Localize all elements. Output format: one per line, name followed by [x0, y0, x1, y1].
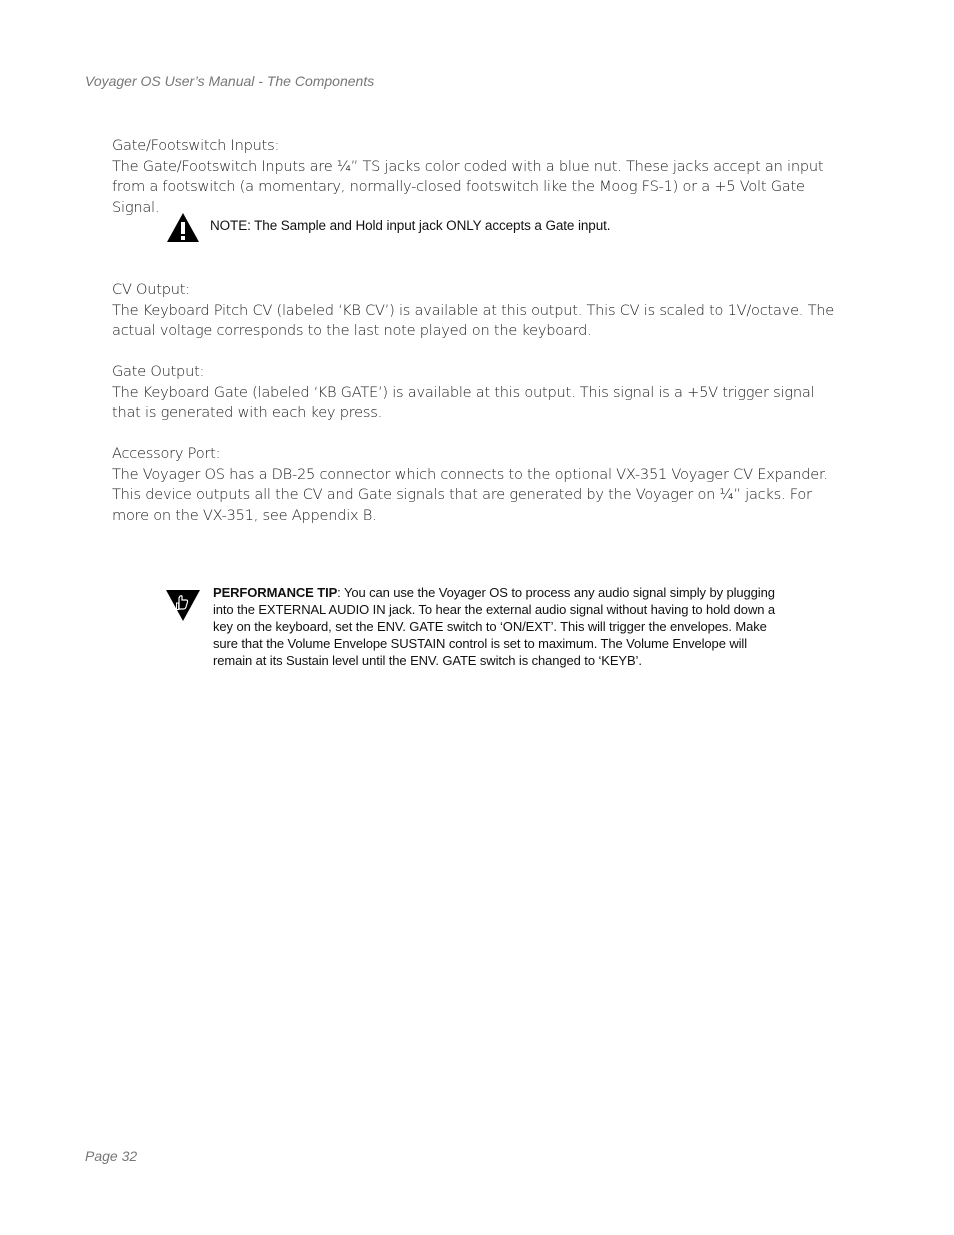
section-heading: Gate Output: — [112, 363, 205, 380]
section-heading: CV Output: — [112, 281, 190, 298]
section-body: The Gate/Footswitch Inputs are ¼” TS jacks color coded with a blue nut. These jacks accept an input from a footswitch (a momentary, normally-closed footswitch like the Moog FS-1) or a +5 Volt Gate Signal. — [112, 157, 824, 216]
note-callout — [166, 210, 766, 244]
warning-icon — [166, 212, 200, 243]
section-body: The Keyboard Pitch CV (labeled ‘KB CV’) is available at this output. This CV is scaled to 1V/octave. The actual voltage corresponds to the last note played on the keyboard. — [112, 301, 834, 340]
section-gate-footswitch-inputs — [112, 136, 837, 218]
running-head: Voyager OS User’s Manual - The Components — [85, 73, 375, 89]
section-body: The Keyboard Gate (labeled ‘KB GATE’) is available at this output. This signal is a +5V trigger signal that is generated with each key press. — [112, 383, 815, 422]
section-cv-output — [112, 280, 837, 342]
section-heading: Gate/Footswitch Inputs: — [112, 137, 280, 154]
section-gate-output — [112, 362, 837, 424]
tip-label: PERFORMANCE TIP — [213, 585, 338, 600]
note-text: NOTE: The Sample and Hold input jack ONLY accepts a Gate input. — [210, 218, 611, 233]
section-body: The Voyager OS has a DB-25 connector which connects to the optional VX-351 Voyager CV Expander. This device outputs all the CV and Gate signals that are generated by the Voyager on ¼” jacks. For more on the VX-351, see Appendix B. — [112, 465, 828, 524]
thumbs-up-icon — [166, 588, 200, 622]
section-accessory-port — [112, 444, 837, 526]
tip-body: : You can use the Voyager OS to process any audio signal simply by plugging into the EXTERNAL AUDIO IN jack. To hear the external audio signal without having to hold down a key on the keyboard, set the ENV. GATE switch to ‘ON/EXT’. This will trigger the envelopes. Make sure that the Volume Envelope SUSTAIN control is set to maximum. The Volume Envelope will remain at its Sustain level until the ENV. GATE switch is changed to ‘KEYB’. — [213, 585, 776, 668]
section-heading: Accessory Port: — [112, 445, 221, 462]
tip-text — [213, 585, 785, 670]
page-number: Page 32 — [85, 1148, 138, 1164]
